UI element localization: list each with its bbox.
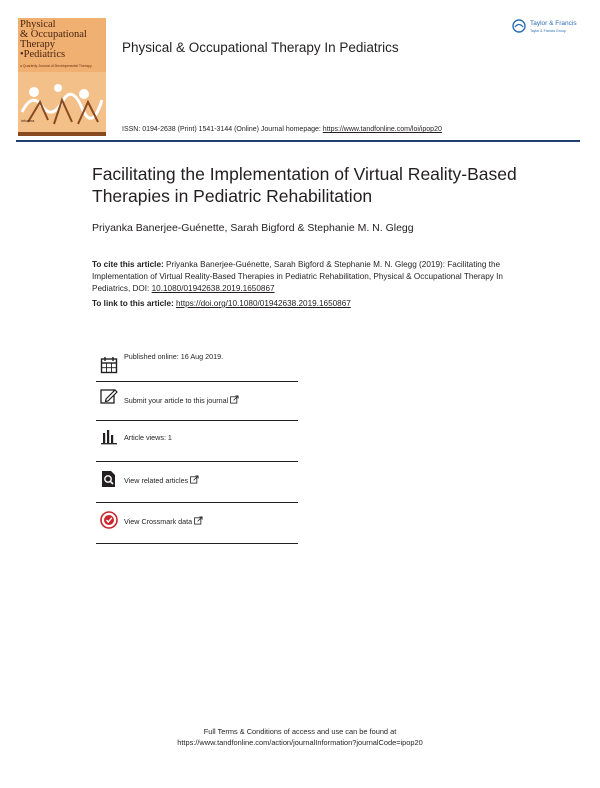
cover-subtitle: a Quarterly Journal of Developmental Therapy xyxy=(20,64,92,68)
external-link-icon xyxy=(190,475,199,484)
article-views-row xyxy=(96,422,298,462)
bar-chart-icon xyxy=(100,428,118,446)
citation-label: To cite this article: xyxy=(92,260,164,269)
journal-title[interactable]: Physical & Occupational Therapy In Pediatrics xyxy=(122,40,399,55)
submit-article-row[interactable] xyxy=(96,381,298,421)
cover-title-line: & Occupational xyxy=(20,29,87,40)
issn-line xyxy=(122,126,442,133)
submit-article-label: Submit your article to this journal xyxy=(124,396,229,405)
search-document-icon xyxy=(100,470,118,488)
publisher-logo-icon xyxy=(512,19,526,33)
row-divider xyxy=(96,543,298,544)
pencil-icon xyxy=(100,387,118,405)
row-divider xyxy=(96,420,298,421)
terms-text: Full Terms & Conditions of access and use can be found at xyxy=(203,727,397,736)
terms-url[interactable]: https://www.tandfonline.com/action/journalInformation?journalCode=ipop20 xyxy=(177,738,423,747)
related-articles-label: View related articles xyxy=(124,476,189,485)
cover-strip xyxy=(18,132,106,136)
article-authors: Priyanka Banerjee-Guénette, Sarah Bigford & Stephanie M. N. Glegg xyxy=(92,222,414,234)
cover-title-line: •Pediatrics xyxy=(20,49,66,60)
cover-title-line: Therapy xyxy=(20,39,55,50)
published-online-text: Published online: 16 Aug 2019. xyxy=(124,352,224,361)
citation-text: Priyanka Banerjee-Guénette, Sarah Bigford & Stephanie M. N. Glegg (2019): Facilitating the Implementation of Virtual Reality-Based Therapies in Pediatric Rehabilitation, Physical & Occupational Therapy In Pediatrics, DOI: xyxy=(92,260,503,293)
crossmark-link[interactable] xyxy=(124,516,203,526)
row-divider xyxy=(96,461,298,462)
citation-block xyxy=(92,259,532,295)
terms-footer xyxy=(0,726,600,748)
cover-publisher-label: informa xyxy=(21,118,35,123)
calendar-icon xyxy=(100,356,118,374)
external-link-icon xyxy=(230,395,239,404)
related-articles-row[interactable] xyxy=(96,463,298,503)
journal-cover-image xyxy=(18,18,106,136)
publisher-logo[interactable] xyxy=(512,18,586,40)
issn-text: ISSN: 0194-2638 (Print) 1541-3144 (Online) Journal homepage: xyxy=(122,126,323,133)
submit-article-link[interactable] xyxy=(124,395,239,405)
published-online-row xyxy=(96,342,298,382)
cover-artwork xyxy=(18,72,106,136)
publisher-name: Taylor & Francis xyxy=(530,20,577,27)
article-link-line xyxy=(92,299,351,308)
crossmark-row[interactable] xyxy=(96,504,298,544)
header-divider xyxy=(16,140,580,142)
article-doi-url[interactable]: https://doi.org/10.1080/01942638.2019.1650867 xyxy=(176,299,351,308)
article-views-text: Article views: 1 xyxy=(124,433,172,442)
row-divider xyxy=(96,502,298,503)
related-articles-link[interactable] xyxy=(124,475,199,485)
article-title: Facilitating the Implementation of Virtual Reality-Based Therapies in Pediatric Rehabilitation xyxy=(92,164,517,206)
article-link-label: To link to this article: xyxy=(92,299,177,308)
crossmark-label: View Crossmark data xyxy=(124,517,193,526)
cover-title-line: Physical xyxy=(20,19,56,30)
journal-homepage-link[interactable]: https://www.tandfonline.com/loi/ipop20 xyxy=(322,126,442,133)
external-link-icon xyxy=(194,516,203,525)
doi-link[interactable]: 10.1080/01942638.2019.1650867 xyxy=(151,284,275,293)
publisher-tagline: Taylor & Francis Group xyxy=(530,29,566,33)
crossmark-icon xyxy=(100,511,118,529)
cover-title xyxy=(20,20,106,60)
